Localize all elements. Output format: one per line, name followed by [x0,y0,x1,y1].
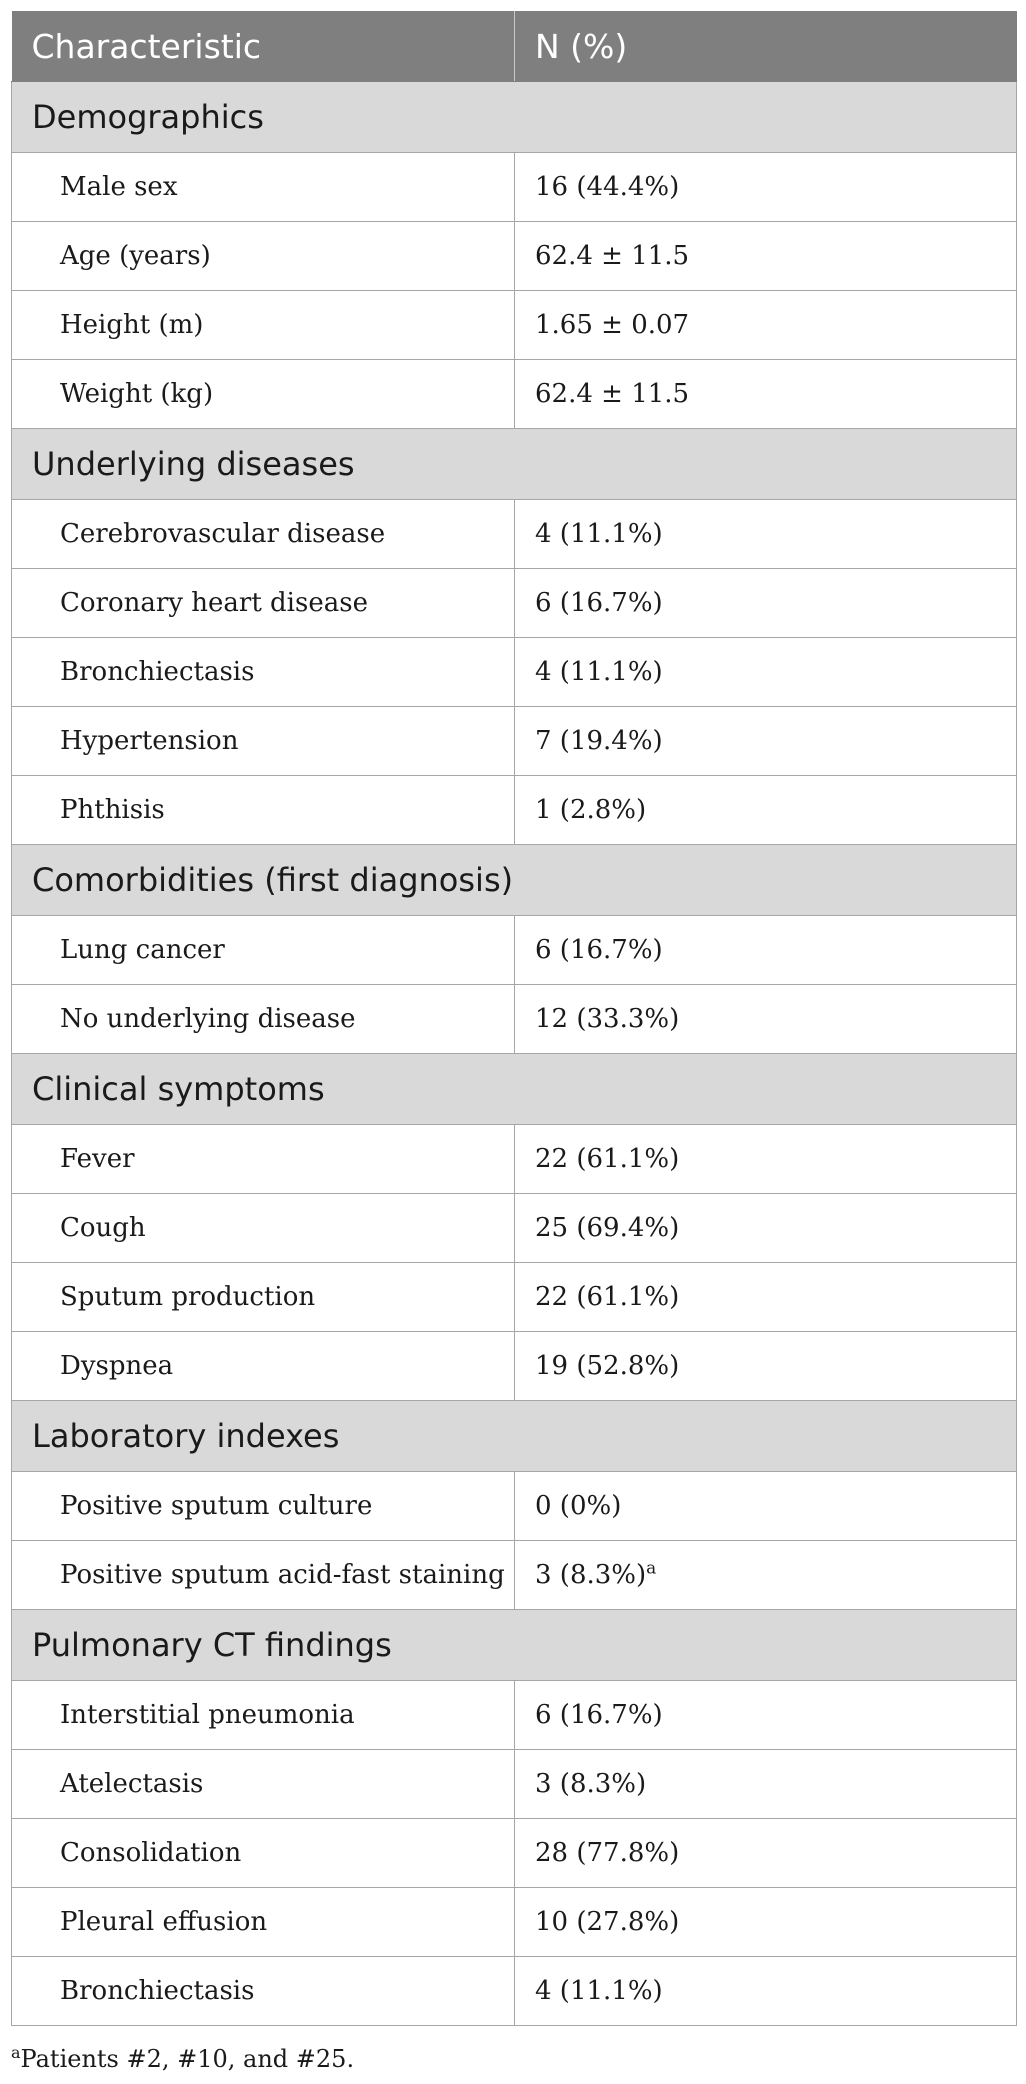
row-label: Positive sputum acid-fast staining [12,1541,515,1610]
row-value [515,569,1017,638]
row-value-text: 62.4 ± 11.5 [535,379,690,409]
table-row [12,1750,1017,1819]
section-title: Clinical symptoms [12,1054,1017,1125]
table-row [12,360,1017,429]
row-label: Hypertension [12,707,515,776]
row-value-text: 4 (11.1%) [535,1976,663,2006]
row-value [515,1194,1017,1263]
row-label: Cough [12,1194,515,1263]
row-label: Sputum production [12,1263,515,1332]
table-row [12,1888,1017,1957]
table-row [12,1472,1017,1541]
row-value-text: 3 (8.3%) [535,1769,647,1799]
table-row [12,569,1017,638]
table-row [12,776,1017,845]
table-row [12,153,1017,222]
row-label: No underlying disease [12,985,515,1054]
row-value-text: 7 (19.4%) [535,726,663,756]
table-row [12,985,1017,1054]
row-label: Lung cancer [12,916,515,985]
table-header-row [12,11,1017,82]
section-title: Pulmonary CT findings [12,1610,1017,1681]
section-title: Demographics [12,82,1017,153]
table-row [12,1194,1017,1263]
row-label: Weight (kg) [12,360,515,429]
row-value [515,1957,1017,2026]
footnote-reference: a [646,1558,657,1579]
table-row [12,1125,1017,1194]
row-value [515,1472,1017,1541]
row-value [515,776,1017,845]
table-row [12,1957,1017,2026]
row-value [515,1332,1017,1401]
row-label: Coronary heart disease [12,569,515,638]
table-row [12,638,1017,707]
row-value [515,1125,1017,1194]
row-label: Phthisis [12,776,515,845]
row-value [515,222,1017,291]
characteristics-table-container [11,11,1016,2026]
row-value [515,1263,1017,1332]
row-label: Consolidation [12,1819,515,1888]
row-value [515,707,1017,776]
row-value-text: 22 (61.1%) [535,1144,680,1174]
table-row [12,1263,1017,1332]
row-label: Dyspnea [12,1332,515,1401]
row-value-text: 6 (16.7%) [535,588,663,618]
row-value-text: 12 (33.3%) [535,1004,680,1034]
table-row [12,1332,1017,1401]
table-row [12,916,1017,985]
row-label: Bronchiectasis [12,638,515,707]
section-title: Comorbidities (first diagnosis) [12,845,1017,916]
row-value-text: 6 (16.7%) [535,935,663,965]
footnote-marker: a [11,2043,21,2062]
section-title: Laboratory indexes [12,1401,1017,1472]
row-value-text: 25 (69.4%) [535,1213,680,1243]
row-value [515,638,1017,707]
row-label: Atelectasis [12,1750,515,1819]
row-value-text: 4 (11.1%) [535,519,663,549]
row-label: Bronchiectasis [12,1957,515,2026]
table-row [12,707,1017,776]
row-value-text: 4 (11.1%) [535,657,663,687]
section-title: Underlying diseases [12,429,1017,500]
row-label: Height (m) [12,291,515,360]
row-label: Male sex [12,153,515,222]
row-value-text: 28 (77.8%) [535,1838,680,1868]
row-value [515,500,1017,569]
footnote-text: Patients #2, #10, and #25. [20,2045,355,2073]
table-row [12,222,1017,291]
row-value [515,1888,1017,1957]
row-value [515,360,1017,429]
row-value [515,1541,1017,1610]
row-value [515,1750,1017,1819]
section-header-row [12,429,1017,500]
row-label: Interstitial pneumonia [12,1681,515,1750]
row-value-text: 6 (16.7%) [535,1700,663,1730]
row-label: Age (years) [12,222,515,291]
section-header-row [12,1401,1017,1472]
footnote [11,2045,354,2073]
row-value-text: 1.65 ± 0.07 [535,310,690,340]
row-value-text: 0 (0%) [535,1491,622,1521]
row-value-text: 3 (8.3%) [535,1560,647,1590]
row-label: Pleural effusion [12,1888,515,1957]
row-value-text: 22 (61.1%) [535,1282,680,1312]
row-label: Fever [12,1125,515,1194]
section-header-row [12,82,1017,153]
row-value [515,153,1017,222]
row-value [515,1819,1017,1888]
row-label: Cerebrovascular disease [12,500,515,569]
row-value-text: 16 (44.4%) [535,172,680,202]
row-value [515,291,1017,360]
row-value [515,916,1017,985]
row-label: Positive sputum culture [12,1472,515,1541]
row-value-text: 1 (2.8%) [535,795,647,825]
table-body [12,82,1017,2026]
header-characteristic: Characteristic [12,11,515,82]
row-value [515,1681,1017,1750]
row-value-text: 62.4 ± 11.5 [535,241,690,271]
table-row [12,1819,1017,1888]
table-row [12,291,1017,360]
table-row [12,1541,1017,1610]
row-value-text: 19 (52.8%) [535,1351,680,1381]
section-header-row [12,1610,1017,1681]
row-value [515,985,1017,1054]
section-header-row [12,1054,1017,1125]
section-header-row [12,845,1017,916]
row-value-text: 10 (27.8%) [535,1907,680,1937]
characteristics-table [11,11,1017,2026]
table-row [12,1681,1017,1750]
header-n-percent: N (%) [515,11,1017,82]
table-row [12,500,1017,569]
